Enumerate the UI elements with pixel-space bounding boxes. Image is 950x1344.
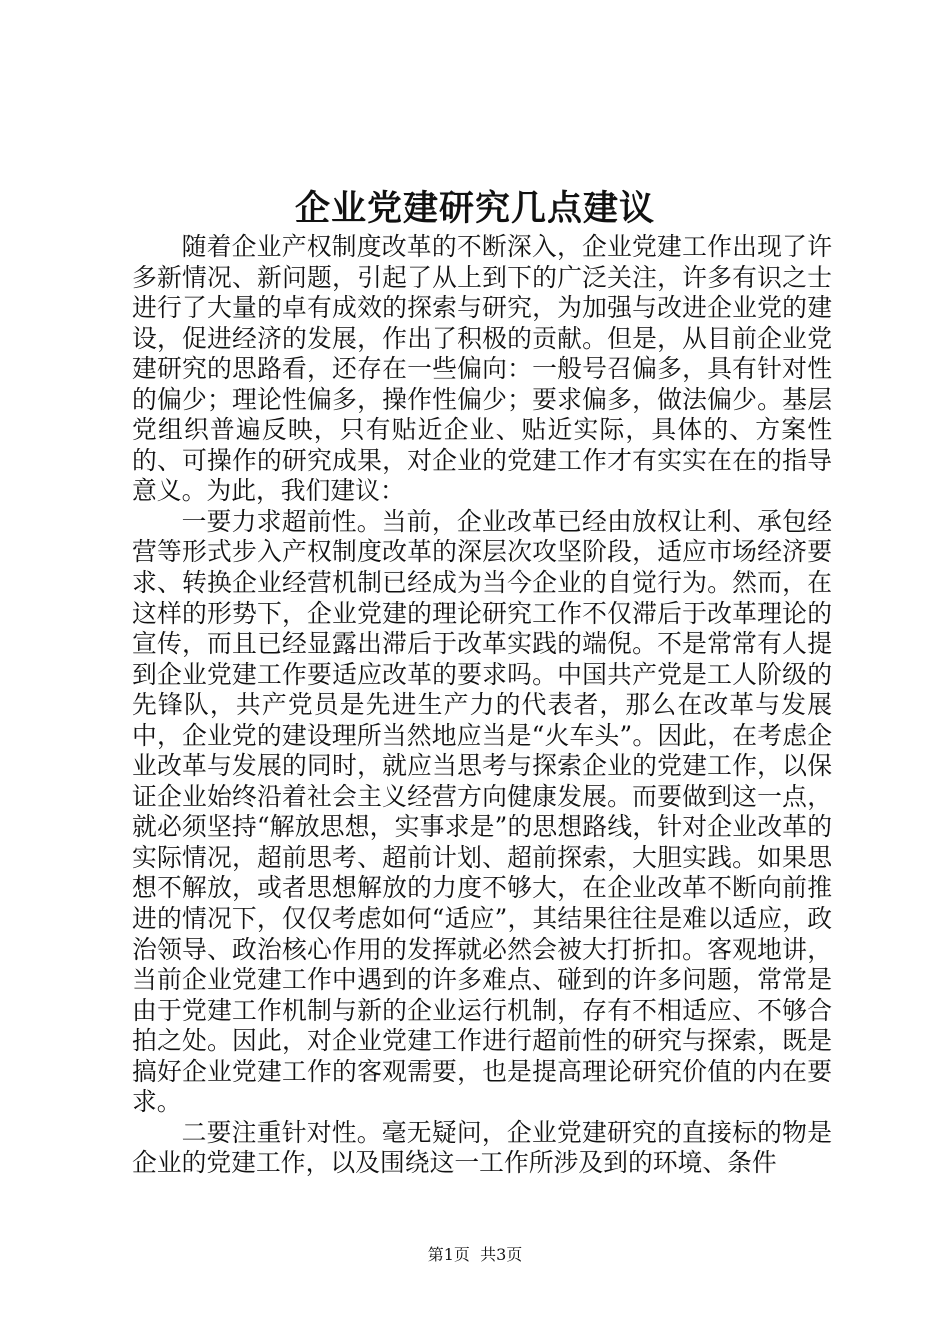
paragraph-point-two: 二要注重针对性。毫无疑问，企业党建研究的直接标的物是企业的党建工作，以及围绕这一工作所涉及到的环境、条件	[132, 1117, 832, 1178]
footer-spacer	[470, 1245, 480, 1264]
page-number: 第1页	[427, 1245, 470, 1264]
document-title: 企业党建研究几点建议	[294, 188, 655, 229]
paragraph-intro: 随着企业产权制度改革的不断深入，企业党建工作出现了许多新情况、新问题，引起了从上到下的广泛关注，许多有识之士进行了大量的卓有成效的探索与研究，为加强与改进企业党的建设，促进经济的发展，作出了积极的贡献。但是，从目前企业党建研究的思路看，还存在一些偏向：一般号召偏多，具有针对性的偏少；理论性偏多，操作性偏少；要求偏多，做法偏少。基层党组织普遍反映，只有贴近企业、贴近实际，具体的、方案性的、可操作的研究成果，对企业的党建工作才有实实在在的指导意义。为此，我们建议：	[132, 232, 832, 506]
page-footer	[0, 1244, 950, 1266]
paragraph-point-one: 一要力求超前性。当前，企业改革已经由放权让利、承包经营等形式步入产权制度改革的深层次攻坚阶段，适应市场经济要求、转换企业经营机制已经成为当今企业的自觉行为。然而，在这样的形势下，企业党建的理论研究工作不仅滞后于改革理论的宣传，而且已经显露出滞后于改革实践的端倪。不是常常有人提到企业党建工作要适应改革的要求吗。中国共产党是工人阶级的先锋队，共产党员是先进生产力的代表者，那么在改革与发展中，企业党的建设理所当然地应当是“火车头”。因此，在考虑企业改革与发展的同时，就应当思考与探索企业的党建工作，以保证企业始终沿着社会主义经营方向健康发展。而要做到这一点，就必须坚持“解放思想，实事求是”的思想路线，针对企业改革的实际情况，超前思考、超前计划、超前探索，大胆实践。如果思想不解放，或者思想解放的力度不够大，在企业改革不断向前推进的情况下，仅仅考虑如何“适应”，其结果往往是难以适应，政治领导、政治核心作用的发挥就必然会被大打折扣。客观地讲，当前企业党建工作中遇到的许多难点、碰到的许多问题，常常是由于党建工作机制与新的企业运行机制，存有不相适应、不够合拍之处。因此，对企业党建工作进行超前性的研究与探索，既是搞好企业党建工作的客观需要，也是提高理论研究价值的内在要求。	[132, 506, 832, 1117]
page-total: 共3页	[480, 1245, 523, 1264]
document-body	[132, 232, 832, 1179]
